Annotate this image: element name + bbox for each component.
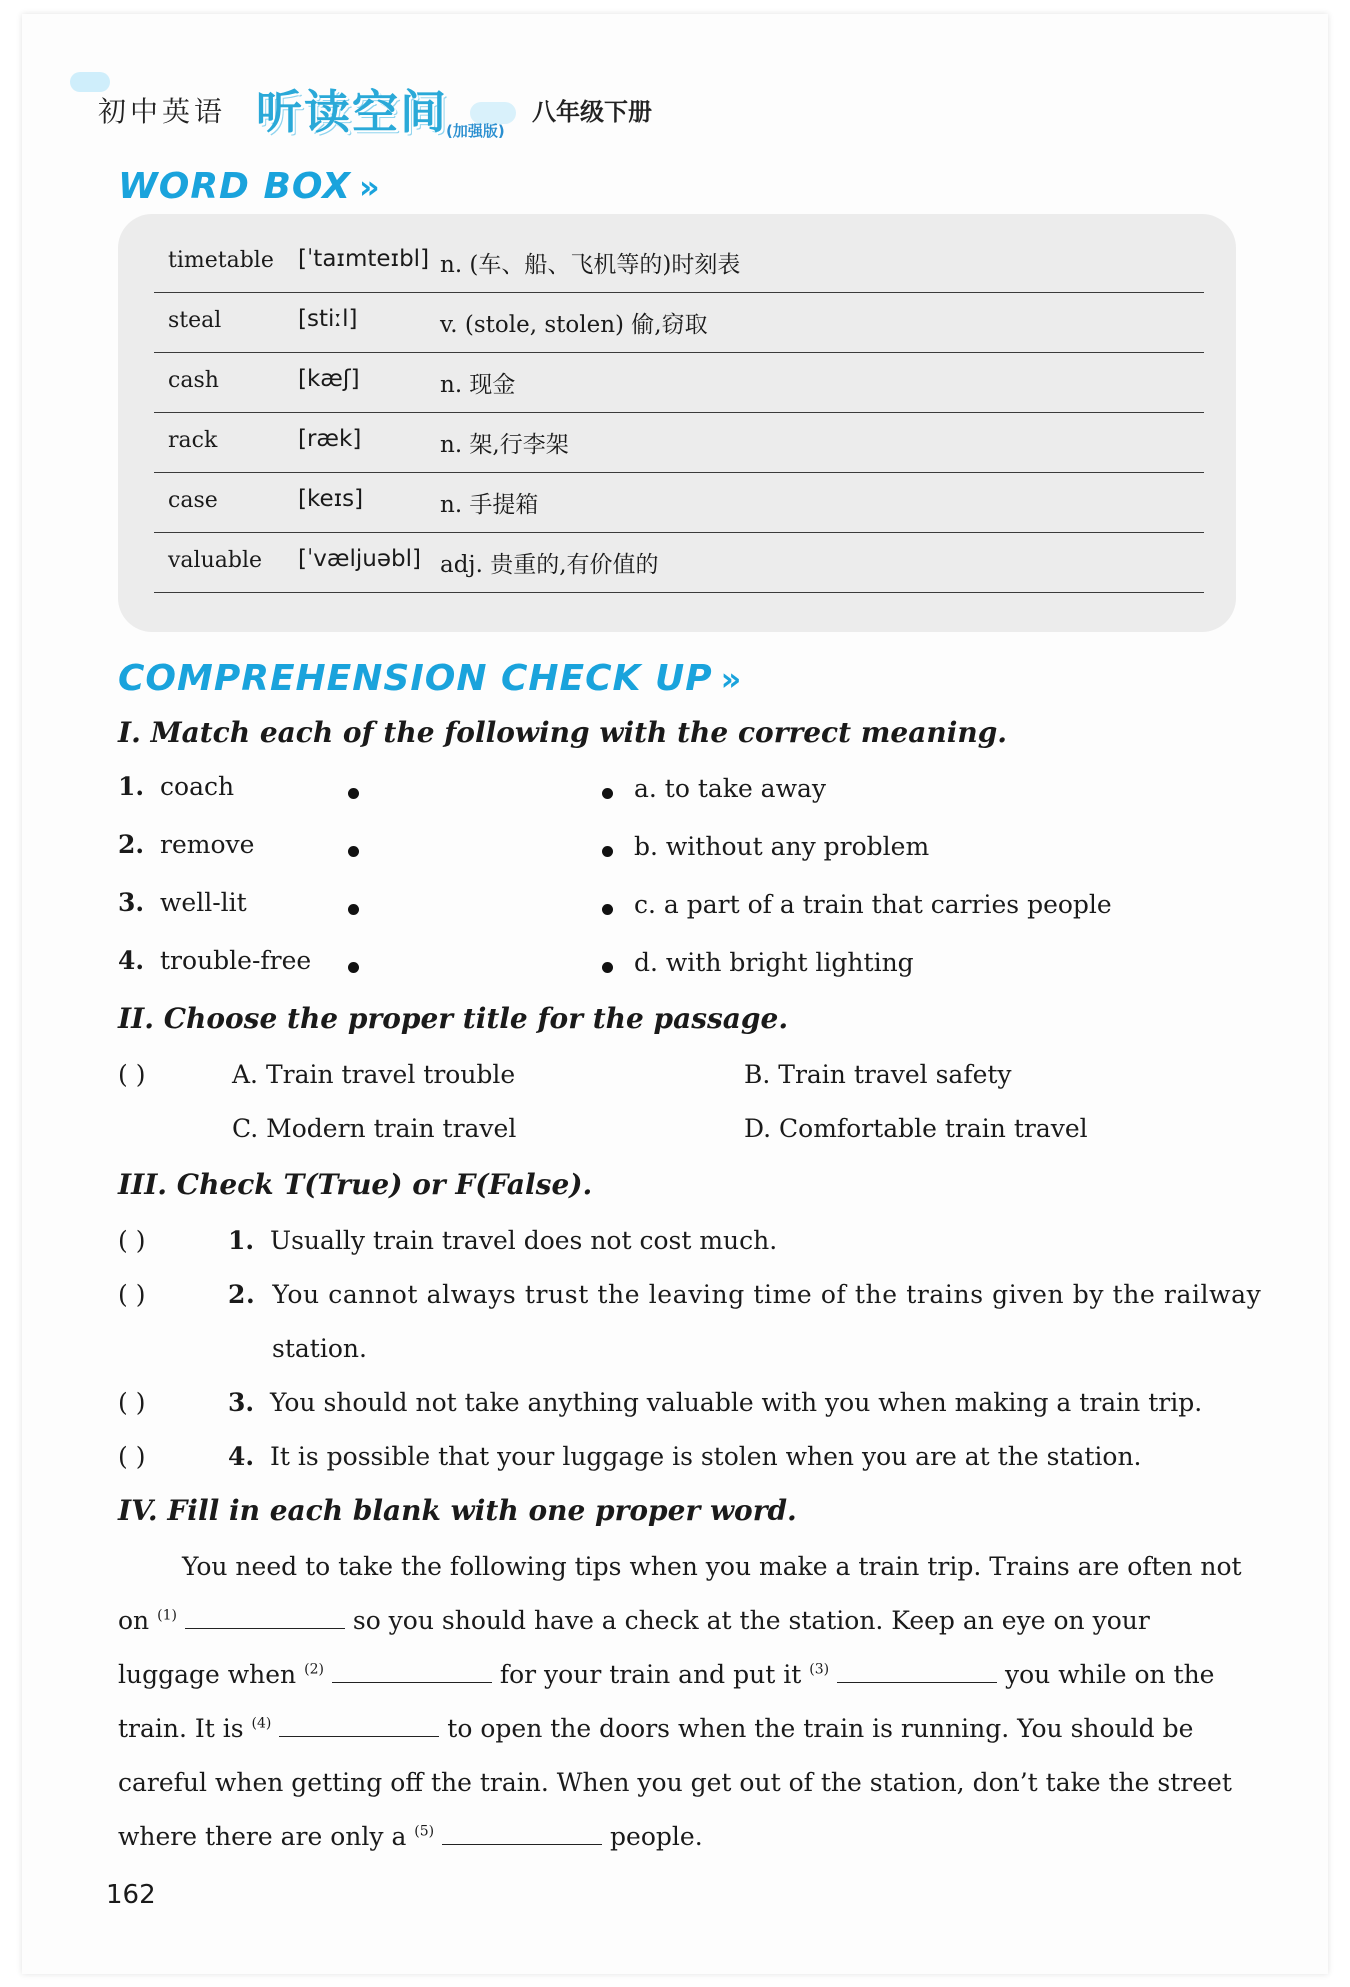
word-row <box>154 414 1204 473</box>
passage-line: careful when getting off the train. When you get out of the station, don’t take the street <box>118 1768 1232 1797</box>
blank-number: (3) <box>809 1661 830 1678</box>
item-number: 1. <box>118 772 145 801</box>
book-logo: 听读空间 <box>256 85 448 139</box>
definition: n. (车、船、飞机等的)时刻表 <box>440 252 741 278</box>
option-a: A. Train travel trouble <box>232 1060 516 1089</box>
blank-4[interactable] <box>279 1714 439 1737</box>
definition: n. 现金 <box>440 372 516 398</box>
passage-line: You need to take the following tips when you make a train trip. Trains are often not <box>182 1552 1242 1581</box>
word: timetable <box>168 248 274 273</box>
answer-bracket[interactable]: ( ) <box>118 1060 146 1089</box>
series-title: 初中英语 <box>98 95 227 128</box>
match-right-item: d. with bright lighting <box>634 948 914 977</box>
passage-text: so you should have a check at the station. Keep an eye on your <box>352 1606 1150 1635</box>
item-number: 4. <box>228 1442 255 1471</box>
definition: n. 架,行李架 <box>440 432 569 458</box>
passage-text: where there are only a <box>118 1822 407 1851</box>
part3-instruction: III. Check T(True) or F(False). <box>118 1168 593 1201</box>
match-dot-right[interactable] <box>602 962 613 973</box>
match-right-item: b. without any problem <box>634 832 930 861</box>
match-right-item: a. to take away <box>634 774 827 803</box>
word-row <box>154 234 1204 293</box>
pronunciation: [keɪs] <box>298 486 364 512</box>
passage-line <box>118 1822 703 1851</box>
item-number: 2. <box>228 1280 256 1309</box>
double-chevron-icon: » <box>720 660 743 698</box>
blank-number: (5) <box>414 1823 435 1840</box>
item-text: coach <box>160 772 235 801</box>
tf-item <box>228 1442 1142 1471</box>
item-text: well-lit <box>160 888 247 917</box>
word-box-title-text: WORD BOX <box>118 166 351 207</box>
comprehension-title <box>118 658 742 699</box>
word-box-title <box>118 166 381 207</box>
passage-text: people. <box>610 1822 703 1851</box>
passage-line <box>118 1714 1193 1743</box>
item-text: Usually train travel does not cost much. <box>270 1226 778 1255</box>
passage-text: luggage when <box>118 1660 297 1689</box>
word-row <box>154 294 1204 353</box>
header-decoration <box>70 72 110 92</box>
option-b: B. Train travel safety <box>744 1060 1012 1089</box>
definition: adj. 贵重的,有价值的 <box>440 552 659 578</box>
word: cash <box>168 368 219 393</box>
word-row <box>154 474 1204 533</box>
item-text: It is possible that your luggage is stolen when you are at the station. <box>270 1442 1142 1471</box>
tf-item <box>228 1226 777 1255</box>
item-text: You should not take anything valuable with you when making a train trip. <box>270 1388 1203 1417</box>
passage-text: train. It is <box>118 1714 244 1743</box>
blank-number: (1) <box>157 1607 177 1624</box>
page-header <box>70 72 970 142</box>
match-left-item <box>118 888 247 917</box>
passage-text: you while on the <box>1004 1660 1215 1689</box>
word: case <box>168 488 218 513</box>
item-number: 3. <box>118 888 145 917</box>
pronunciation: [ræk] <box>298 426 362 452</box>
match-dot-left[interactable] <box>348 788 359 799</box>
item-number: 2. <box>118 830 145 859</box>
word: rack <box>168 428 218 453</box>
grade-label: 八年级下册 <box>532 98 652 126</box>
tf-item <box>228 1388 1202 1417</box>
word: valuable <box>168 548 263 573</box>
blank-2[interactable] <box>332 1660 492 1683</box>
tf-item-continuation: station. <box>272 1334 367 1363</box>
match-dot-right[interactable] <box>602 846 613 857</box>
pronunciation: [stiːl] <box>298 306 358 332</box>
part1-instruction: I. Match each of the following with the correct meaning. <box>118 716 1008 749</box>
passage-line <box>118 1660 1214 1689</box>
item-number: 4. <box>118 946 145 975</box>
match-left-item <box>118 946 311 975</box>
answer-bracket[interactable]: ( ) <box>118 1226 146 1255</box>
item-text: You cannot always trust the leaving time of the trains given by the railway <box>272 1280 1262 1309</box>
edition-label: (加强版) <box>446 122 505 140</box>
page-number: 162 <box>106 1880 156 1910</box>
pronunciation: [ˈvæljuəbl] <box>298 546 421 572</box>
match-dot-right[interactable] <box>602 904 613 915</box>
passage-line <box>118 1606 1150 1635</box>
pronunciation: [kæʃ] <box>298 366 360 392</box>
item-number: 3. <box>228 1388 255 1417</box>
word-row <box>154 354 1204 413</box>
match-right-item: c. a part of a train that carries people <box>634 890 1112 919</box>
part2-instruction: II. Choose the proper title for the passage. <box>118 1002 789 1035</box>
answer-bracket[interactable]: ( ) <box>118 1442 146 1471</box>
match-dot-left[interactable] <box>348 962 359 973</box>
item-text: remove <box>160 830 255 859</box>
passage-text: to open the doors when the train is running. You should be <box>447 1714 1194 1743</box>
match-dot-right[interactable] <box>602 788 613 799</box>
answer-bracket[interactable]: ( ) <box>118 1280 146 1309</box>
pronunciation: [ˈtaɪmteɪbl] <box>298 246 430 272</box>
option-d: D. Comfortable train travel <box>744 1114 1088 1143</box>
match-dot-left[interactable] <box>348 904 359 915</box>
blank-number: (4) <box>251 1715 272 1732</box>
item-number: 1. <box>228 1226 255 1255</box>
match-left-item <box>118 830 254 859</box>
blank-5[interactable] <box>442 1822 602 1845</box>
option-c: C. Modern train travel <box>232 1114 517 1143</box>
word-row <box>154 534 1204 593</box>
blank-1[interactable] <box>185 1606 345 1629</box>
blank-3[interactable] <box>837 1660 997 1683</box>
item-text: trouble-free <box>160 946 312 975</box>
comprehension-title-text: COMPREHENSION CHECK UP <box>118 658 713 699</box>
tf-item <box>228 1280 1261 1309</box>
definition: v. (stole, stolen) 偷,窃取 <box>440 312 708 338</box>
double-chevron-icon: » <box>358 168 381 206</box>
word-box <box>118 214 1236 632</box>
match-dot-left[interactable] <box>348 846 359 857</box>
blank-number: (2) <box>304 1661 324 1678</box>
definition: n. 手提箱 <box>440 492 539 518</box>
word: steal <box>168 308 222 333</box>
match-left-item <box>118 772 234 801</box>
part4-instruction: IV. Fill in each blank with one proper word. <box>118 1494 797 1527</box>
passage-text: on <box>118 1606 150 1635</box>
answer-bracket[interactable]: ( ) <box>118 1388 146 1417</box>
passage-text: for your train and put it <box>499 1660 802 1689</box>
